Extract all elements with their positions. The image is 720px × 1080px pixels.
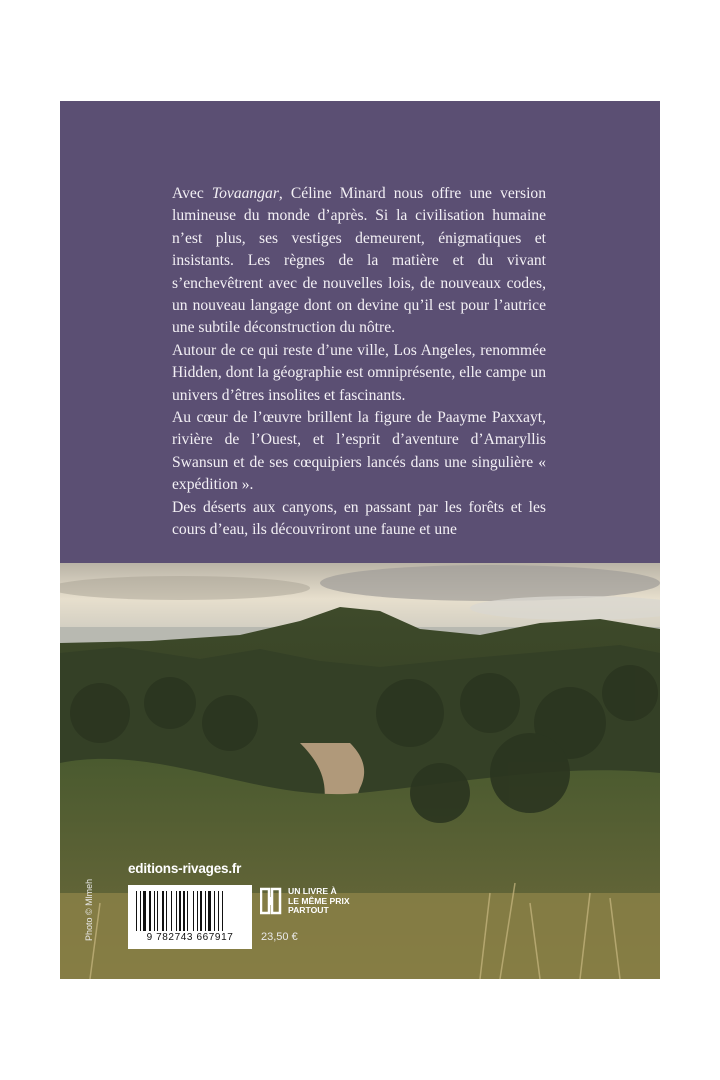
barcode-bar	[154, 891, 155, 931]
barcode-bar	[208, 891, 211, 931]
isbn-number: 9 782743 667917	[146, 932, 234, 943]
barcode-bar	[214, 891, 215, 931]
barcode-bar	[140, 891, 141, 931]
barcode-bar	[205, 891, 206, 931]
barcode-bar	[143, 891, 146, 931]
blurb-paragraph-4: Des déserts aux canyons, en passant par les forêts et les cours d’eau, ils découvriront une faune et une	[172, 498, 546, 539]
book-title: Tovaangar	[211, 185, 279, 202]
price: 23,50 €	[261, 931, 298, 943]
barcode-bar	[176, 891, 177, 931]
barcode-bar	[187, 891, 188, 931]
barcode-bars	[136, 891, 244, 931]
book-back-cover	[60, 101, 660, 979]
blurb-paragraph-2: Autour de ce qui reste d’une ville, Los Angeles, renommée Hidden, dont la géographie est omniprésente, elle campe un univers d’êtres insolites et fascinants.	[172, 341, 546, 404]
barcode	[128, 885, 252, 949]
barcode-bar	[193, 891, 194, 931]
blurb-paragraph-1: Avec Tovaangar, Céline Minard nous offre une version lumineuse du monde d’après. Si la civilisation humaine n’est plus, ses vestiges demeurent, énigmatiques et insistants. Les règnes de la matière et du vivant s’enchevêtrent avec de nouvelles lois, de nouveaux codes, un nouveau langage dont on devine qu’il est pour l’autrice une subtile déconstruction du nôtre.	[172, 185, 546, 337]
barcode-bar	[149, 891, 151, 931]
book-price-logo-text: UN LIVRE À LE MÊME PRIX PARTOUT	[288, 886, 350, 915]
publisher-website: editions-rivages.fr	[128, 861, 242, 876]
barcode-bar	[171, 891, 172, 931]
barcode-bar	[179, 891, 181, 931]
blurb-text	[172, 183, 546, 542]
barcode-bar	[157, 891, 158, 931]
barcode-bar	[197, 891, 198, 931]
barcode-bar	[183, 891, 185, 931]
barcode-bar	[166, 891, 167, 931]
barcode-bar	[222, 891, 223, 931]
barcode-bar	[200, 891, 202, 931]
photo-credit: Photo © Mlmeh	[84, 878, 94, 941]
blurb-paragraph-3: Au cœur de l’œuvre brillent la figure de Paayme Paxxayt, rivière de l’Ouest, et l’esprit d’aventure d’Amaryllis Swansun et de ses cœquipiers lancés dans une singulière « expédition ».	[172, 409, 546, 494]
barcode-bar	[218, 891, 219, 931]
book-price-logo-icon	[260, 887, 282, 915]
barcode-bar	[136, 891, 137, 931]
barcode-bar	[162, 891, 164, 931]
